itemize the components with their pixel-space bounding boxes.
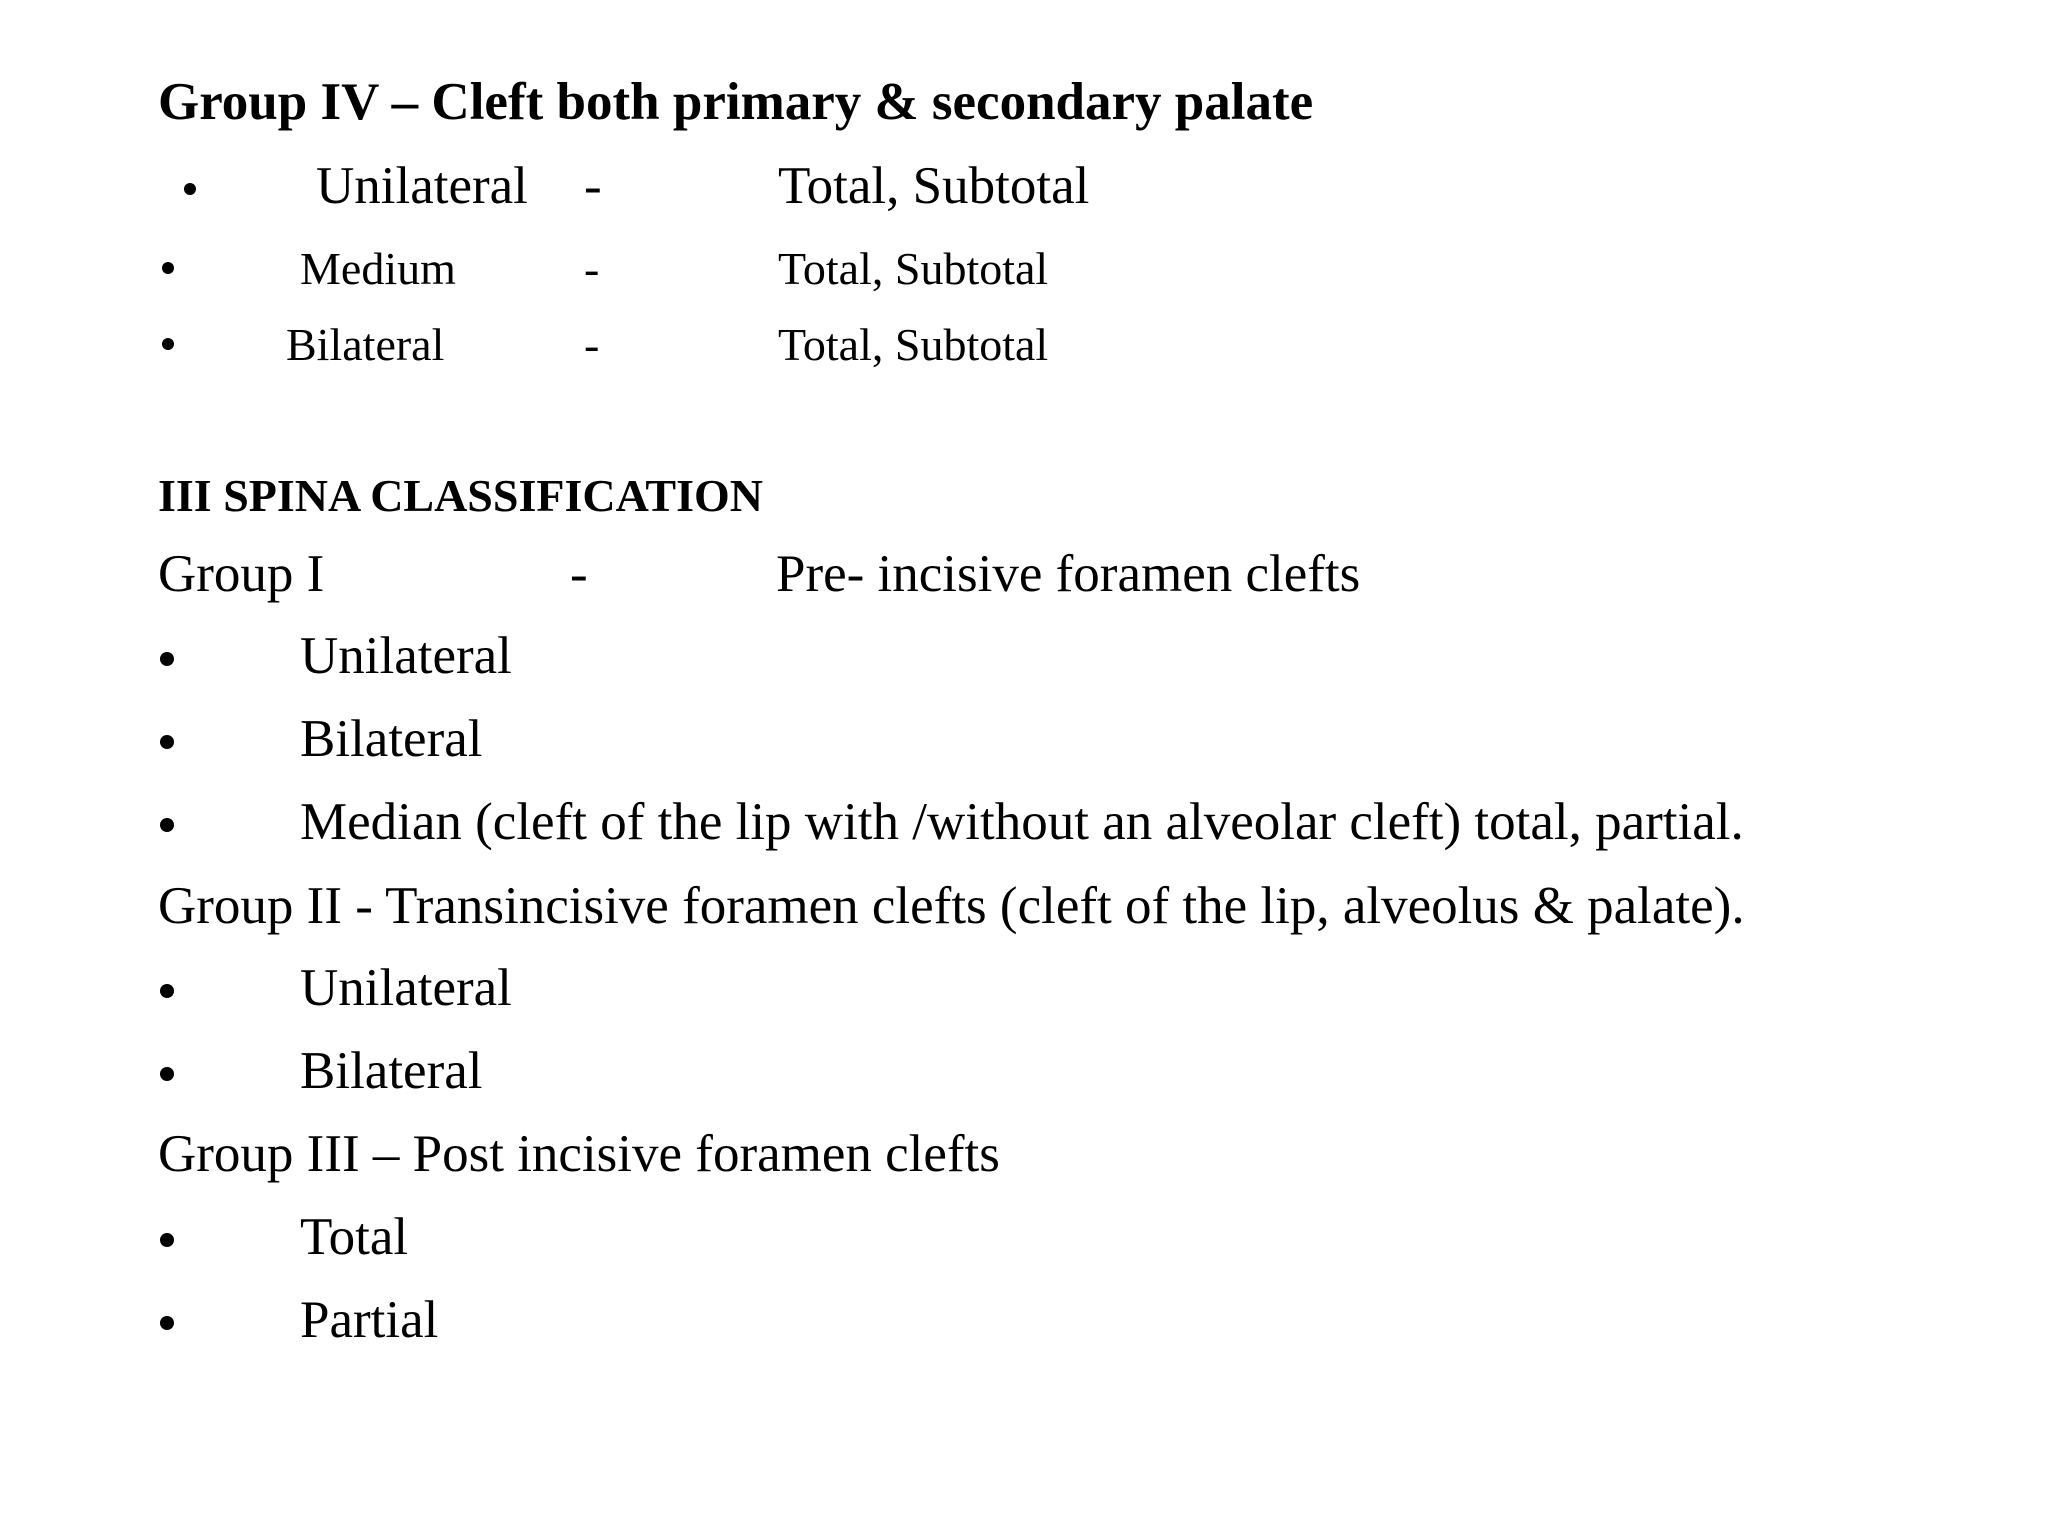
list-item-text: Unilateral: [300, 959, 512, 1017]
bullet-icon: [162, 338, 174, 350]
list-item-text: Median (cleft of the lip with /without an alveolar cleft) total, partial.: [300, 793, 1744, 851]
group-iv-heading: Group IV – Cleft both primary & secondary palate: [158, 73, 1314, 131]
list-item-text: Unilateral: [300, 627, 512, 685]
row-value: Total, Subtotal: [778, 157, 1090, 215]
row-dash: -: [584, 243, 600, 294]
bullet-icon: [184, 183, 196, 195]
bullet-icon: [160, 1316, 174, 1330]
list-item-text: Bilateral: [300, 710, 483, 768]
spina-heading: III SPINA CLASSIFICATION: [158, 470, 763, 521]
group-i-label: Group I: [158, 545, 325, 603]
list-item-text: Bilateral: [300, 1042, 483, 1100]
bullet-icon: [160, 652, 174, 666]
group-i-dash: -: [570, 545, 588, 603]
row-label: Bilateral: [286, 319, 445, 370]
bullet-icon: [160, 735, 174, 749]
row-label: Medium: [300, 243, 456, 294]
list-item-text: Partial: [300, 1291, 439, 1349]
bullet-icon: [162, 262, 174, 274]
bullet-icon: [160, 984, 174, 998]
list-item-text: Total: [300, 1208, 409, 1266]
row-dash: -: [584, 319, 600, 370]
bullet-icon: [160, 1067, 174, 1081]
row-value: Total, Subtotal: [778, 319, 1049, 370]
row-value: Total, Subtotal: [778, 243, 1049, 294]
bullet-icon: [160, 818, 174, 832]
group-i-desc: Pre- incisive foramen clefts: [776, 545, 1361, 603]
bullet-icon: [160, 1233, 174, 1247]
row-dash: -: [584, 157, 602, 215]
row-label: Unilateral: [316, 157, 528, 215]
group-ii-line: Group II - Transincisive foramen clefts (cleft of the lip, alveolus & palate).: [158, 877, 1745, 935]
group-iii-line: Group III – Post incisive foramen clefts: [158, 1125, 1000, 1183]
